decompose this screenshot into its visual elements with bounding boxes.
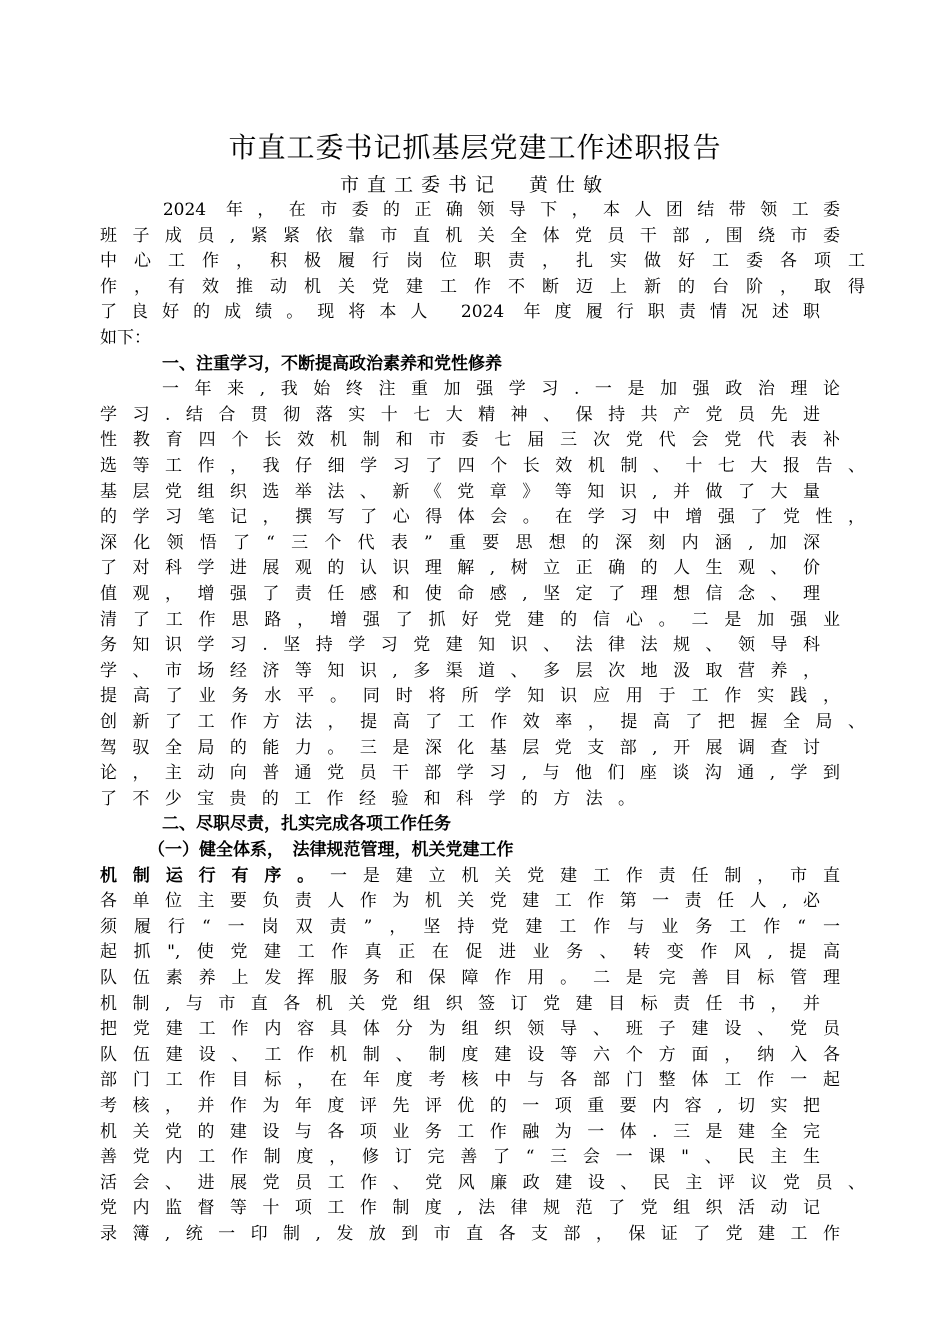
- body-text-line: 选等工作，我仔细学习了四个长效机制、十七大报告、: [100, 456, 865, 476]
- body-text-line: 机关党的建设与各项业务工作融为一体.三是建全完: [100, 1121, 820, 1142]
- body-text-line: 考核，并作为年度评先评优的一项重要内容,切实把: [100, 1096, 820, 1116]
- body-text-line: 了对科学进展观的认识理解,树立正确的人生观、价: [100, 558, 820, 579]
- body-text-line: 机制运行有序。一是建立机关党建工作责任制，市直: [100, 865, 841, 886]
- body-text-line: 一年来,我始终注重加强学习.一是加强政治理论: [162, 379, 840, 400]
- body-text-line: 机制,与市直各机关党组织签订党建目标责任书，并: [100, 993, 820, 1014]
- body-text-line: 深化领悟了“三个代表”重要思想的深刻内涵,加深: [100, 532, 820, 553]
- body-text-line: 清了工作思路，增强了抓好党建的信心。二是加强业: [100, 609, 840, 630]
- body-text-line: 善党内工作制度，修订完善了“三会一课"、民主生: [100, 1147, 820, 1168]
- body-text-line: 须履行“一岗双责”，坚持党建工作与业务工作“一: [100, 916, 840, 937]
- body-text-line: 务知识学习.坚持学习党建知识、法律法规、领导科: [100, 635, 820, 656]
- body-text-line: 值观，增强了责任感和使命感,坚定了理想信念、理: [100, 584, 820, 604]
- body-text-line: 学、市场经济等知识,多渠道、多层次地汲取营养，: [100, 660, 820, 681]
- section-heading: 二、尽职尽责，扎实完成各项工作任务: [162, 814, 451, 835]
- body-text-line: 学习.结合贯彻落实十七大精神、保持共产党员先进: [100, 404, 820, 425]
- body-text-line: 提高了业务水平。同时将所学知识应用于工作实践，: [100, 686, 840, 707]
- body-text-line: 队伍建设、工作机制、制度建设等六个方面，纳入各: [100, 1044, 840, 1065]
- body-text-line: 队伍素养上发挥服务和保障作用。二是完善目标管理: [100, 968, 840, 988]
- body-text-line: 党内监督等十项工作制度,法律规范了党组织活动记: [100, 1198, 820, 1219]
- body-text-line: 论，主动向普通党员干部学习,与他们座谈沟通,学到: [100, 763, 840, 784]
- document-title: 市直工委书记抓基层党建工作述职报告: [228, 131, 722, 164]
- body-text-line: 作，有效推动机关党建工作不断迈上新的台阶，取得: [100, 276, 865, 297]
- body-text-line: 起抓",使党建工作真正在促进业务、转变作风,提高: [100, 942, 840, 963]
- body-text-line: 中心工作，积极履行岗位职责，扎实做好工委各项工: [100, 251, 865, 272]
- body-text-line: 2024 年，在市委的正确领导下，本人团结带领工委: [100, 200, 840, 220]
- body-text-line: 部门工作目标，在年度考核中与各部门整体工作一起: [100, 1070, 840, 1091]
- section-heading: （一）健全体系， 法律规范管理，机关党建工作: [148, 840, 514, 860]
- body-text-line: 如下：: [100, 328, 151, 348]
- body-text-line: 录簿,统一印制,发放到市直各支部，保证了党建工作: [100, 1224, 840, 1244]
- body-text-line: 把党建工作内容具体分为组织领导、班子建设、党员: [100, 1019, 840, 1040]
- document-author: 市直工委书记 黄仕敏: [339, 174, 610, 196]
- body-text-line: 活会、进展党员工作、党风廉政建设、民主评议党员、: [100, 1172, 865, 1193]
- body-text-line: 了良好的成绩。现将本人 2024 年度履行职责情况述职: [100, 302, 820, 323]
- body-text-line: 基层党组织选举法、新《党章》等知识,并做了大量: [100, 481, 820, 502]
- body-text-line: 的学习笔记，撰写了心得体会。在学习中增强了党性，: [100, 507, 865, 528]
- body-text-line: 驾驭全局的能力。三是深化基层党支部,开展调查讨: [100, 737, 820, 758]
- body-text-line: 创新了工作方法，提高了工作效率，提高了把握全局、: [100, 712, 865, 732]
- section-heading: 一、注重学习，不断提高政治素养和党性修养: [162, 353, 502, 374]
- body-text-line: 各单位主要负责人作为机关党建工作第一责任人,必: [100, 891, 820, 912]
- body-text-line: 了不少宝贵的工作经验和科学的方法。: [100, 788, 635, 809]
- body-text-line: 性教育四个长效机制和市委七届三次党代会党代表补: [100, 430, 840, 451]
- body-text-line: 班子成员,紧紧依靠市直机关全体党员干部,围绕市委: [100, 225, 840, 246]
